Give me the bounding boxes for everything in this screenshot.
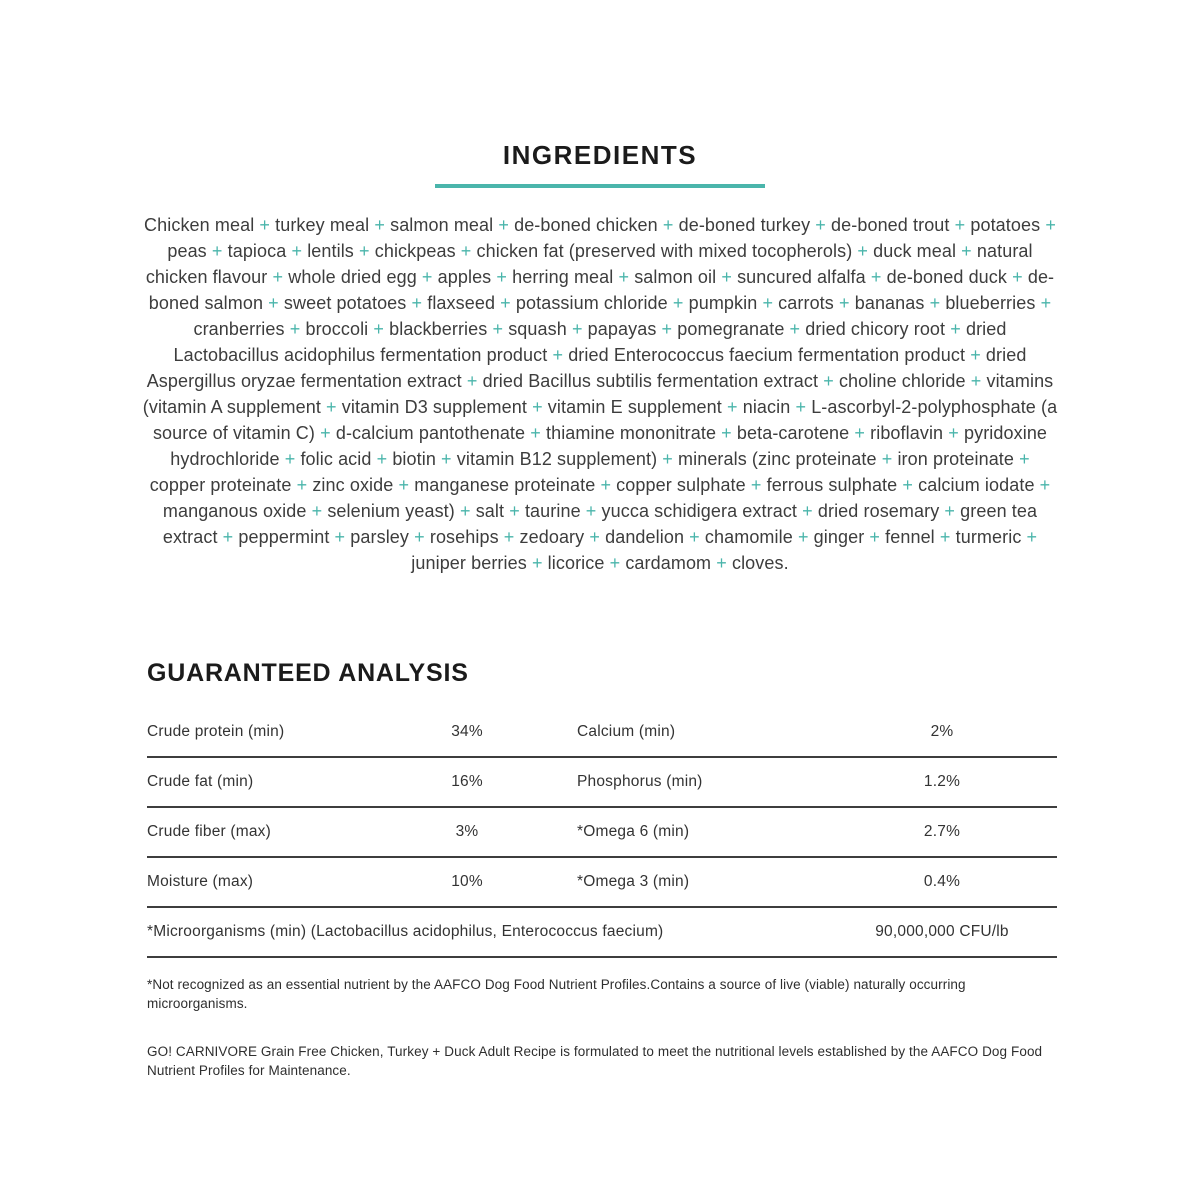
plus-separator: + bbox=[943, 423, 964, 443]
ingredient-item: licorice bbox=[547, 553, 605, 573]
ingredient-item: selenium yeast) bbox=[327, 501, 455, 521]
plus-separator: + bbox=[797, 501, 818, 521]
ingredient-item: salmon oil bbox=[634, 267, 717, 287]
ingredient-item: papayas bbox=[587, 319, 657, 339]
ingredient-item: taurine bbox=[524, 501, 581, 521]
plus-separator: + bbox=[949, 215, 971, 235]
plus-separator: + bbox=[792, 527, 814, 547]
title-underline bbox=[435, 184, 765, 188]
ingredient-item: pomegranate bbox=[677, 319, 785, 339]
plus-separator: + bbox=[852, 241, 874, 261]
ingredient-item: turkey meal bbox=[275, 215, 370, 235]
row-label: *Omega 6 (min) bbox=[577, 823, 690, 840]
plus-separator: + bbox=[495, 293, 516, 313]
ingredient-item: riboflavin bbox=[870, 423, 944, 443]
ingredient-item: manganese proteinate bbox=[414, 475, 596, 495]
plus-separator: + bbox=[1021, 527, 1038, 547]
row-label: Crude fiber (max) bbox=[147, 823, 271, 840]
plus-separator: + bbox=[1035, 293, 1052, 313]
ingredient-item: apples bbox=[437, 267, 492, 287]
footnote-formulation-statement: GO! CARNIVORE Grain Free Chicken, Turkey + Duck Adult Recipe is formulated to meet the nutritional levels established by the AAFCO Dog Food Nutrient Profiles for Maintenance. bbox=[147, 1044, 1043, 1078]
ingredient-item: calcium iodate bbox=[918, 475, 1035, 495]
plus-separator: + bbox=[371, 449, 393, 469]
ingredient-item: green tea extract bbox=[162, 501, 1038, 547]
ingredient-item: iron proteinate bbox=[897, 449, 1015, 469]
row-label: Phosphorus (min) bbox=[577, 773, 703, 790]
ingredient-item: peas bbox=[167, 241, 207, 261]
ingredient-item: vitamin B12 supplement) bbox=[456, 449, 658, 469]
ingredient-item: chamomile bbox=[704, 527, 793, 547]
ingredient-item: manganous oxide bbox=[162, 501, 307, 521]
plus-separator: + bbox=[498, 527, 520, 547]
plus-separator: + bbox=[320, 397, 342, 417]
ingredient-item: squash bbox=[508, 319, 567, 339]
plus-separator: + bbox=[1014, 449, 1030, 469]
plus-separator: + bbox=[897, 475, 919, 495]
plus-separator: + bbox=[369, 215, 391, 235]
plus-separator: + bbox=[409, 527, 430, 547]
ingredient-item: suncured alfalfa bbox=[737, 267, 866, 287]
plus-separator: + bbox=[353, 241, 375, 261]
plus-separator: + bbox=[454, 501, 476, 521]
ingredients-section bbox=[0, 140, 1200, 576]
plus-separator: + bbox=[818, 371, 839, 391]
row-label: Crude protein (min) bbox=[147, 723, 285, 740]
plus-separator: + bbox=[526, 397, 548, 417]
plus-separator: + bbox=[934, 527, 956, 547]
plus-separator: + bbox=[865, 267, 887, 287]
plus-separator: + bbox=[965, 371, 987, 391]
ingredient-item: salt bbox=[475, 501, 505, 521]
row-value: 34% bbox=[451, 723, 483, 740]
ingredient-item: pyridoxine hydrochloride bbox=[170, 423, 1048, 469]
plus-separator: + bbox=[657, 215, 679, 235]
ingredient-item: ferrous sulphate bbox=[766, 475, 898, 495]
plus-separator: + bbox=[613, 267, 635, 287]
ingredient-item: dried Bacillus subtilis fermentation extract bbox=[482, 371, 819, 391]
ingredient-item: niacin bbox=[742, 397, 791, 417]
plus-separator: + bbox=[939, 501, 961, 521]
ingredient-item: de-boned trout bbox=[831, 215, 950, 235]
plus-separator: + bbox=[604, 553, 626, 573]
plus-separator: + bbox=[435, 449, 457, 469]
plus-separator: + bbox=[965, 345, 986, 365]
ingredient-item: thiamine mononitrate bbox=[545, 423, 717, 443]
plus-separator: + bbox=[525, 423, 546, 443]
ingredient-item: sweet potatoes bbox=[283, 293, 407, 313]
ingredient-item: choline chloride bbox=[838, 371, 966, 391]
ingredient-item: chickpeas bbox=[374, 241, 456, 261]
ingredient-item: folic acid bbox=[300, 449, 372, 469]
row-value: 16% bbox=[451, 773, 483, 790]
row-value: 2.7% bbox=[923, 823, 961, 840]
analysis-table bbox=[147, 708, 1057, 958]
row-label: *Omega 3 (min) bbox=[577, 873, 690, 890]
ingredient-item: dried rosemary bbox=[817, 501, 940, 521]
plus-separator: + bbox=[279, 449, 301, 469]
ingredient-item: flaxseed bbox=[427, 293, 496, 313]
ingredients-title: INGREDIENTS bbox=[502, 140, 698, 170]
plus-separator: + bbox=[757, 293, 779, 313]
ingredient-item: natural chicken flavour bbox=[145, 241, 1033, 287]
ingredient-item: tapioca bbox=[227, 241, 287, 261]
ingredient-item: copper sulphate bbox=[616, 475, 746, 495]
ingredient-item: cloves. bbox=[731, 553, 789, 573]
ingredients-list bbox=[141, 212, 1059, 576]
plus-separator: + bbox=[1034, 475, 1051, 495]
plus-separator: + bbox=[306, 501, 328, 521]
ingredient-item: d-calcium pantothenate bbox=[335, 423, 526, 443]
guaranteed-analysis-section bbox=[147, 660, 1057, 1080]
ingredient-item: beta-carotene bbox=[736, 423, 850, 443]
ingredient-item: zedoary bbox=[519, 527, 585, 547]
ingredient-item: L-ascorbyl-2-polyphosphate (a source of vitamin C) bbox=[152, 397, 1058, 443]
plus-separator: + bbox=[315, 423, 336, 443]
plus-separator: + bbox=[491, 267, 513, 287]
ingredient-item: dried Aspergillus oryzae fermentation extract bbox=[146, 345, 1027, 391]
ingredient-item: broccoli bbox=[305, 319, 369, 339]
plus-separator: + bbox=[716, 423, 737, 443]
ingredient-item: blackberries bbox=[389, 319, 488, 339]
table-row bbox=[147, 808, 1057, 858]
ingredient-item: turmeric bbox=[955, 527, 1022, 547]
plus-separator: + bbox=[416, 267, 438, 287]
ingredient-item: de-boned salmon bbox=[148, 267, 1055, 313]
ingredient-item: cranberries bbox=[193, 319, 285, 339]
ingredient-item: cardamom bbox=[625, 553, 712, 573]
ingredient-item: vitamin D3 supplement bbox=[341, 397, 527, 417]
ingredient-item: dandelion bbox=[605, 527, 685, 547]
plus-separator: + bbox=[956, 241, 977, 261]
plus-separator: + bbox=[286, 241, 308, 261]
plus-separator: + bbox=[876, 449, 898, 469]
ingredient-item: vitamin E supplement bbox=[547, 397, 722, 417]
plus-separator: + bbox=[526, 553, 548, 573]
table-row bbox=[147, 858, 1057, 908]
ingredient-item: rosehips bbox=[429, 527, 499, 547]
ingredient-item: zinc oxide bbox=[312, 475, 394, 495]
row-value: 90,000,000 CFU/lb bbox=[875, 923, 1009, 940]
ingredient-item: de-boned duck bbox=[886, 267, 1007, 287]
row-label: Crude fat (min) bbox=[147, 773, 254, 790]
plus-separator: + bbox=[267, 267, 289, 287]
analysis-title: GUARANTEED ANALYSIS bbox=[147, 659, 469, 687]
ingredient-item: ginger bbox=[813, 527, 865, 547]
plus-separator: + bbox=[1007, 267, 1028, 287]
footnote-aafco-nutrient: *Not recognized as an essential nutrient by the AAFCO Dog Food Nutrient Profiles.Contains a source of live (viable) naturally occurring microorganisms. bbox=[147, 977, 966, 1011]
plus-separator: + bbox=[810, 215, 832, 235]
ingredient-item: dried Lactobacillus acidophilus fermentation product bbox=[173, 319, 1007, 365]
ingredient-item: de-boned chicken bbox=[514, 215, 658, 235]
ingredient-item: copper proteinate bbox=[149, 475, 292, 495]
ingredient-item: salmon meal bbox=[390, 215, 494, 235]
plus-separator: + bbox=[504, 501, 525, 521]
plus-separator: + bbox=[406, 293, 428, 313]
plus-separator: + bbox=[849, 423, 871, 443]
ingredient-item: minerals (zinc proteinate bbox=[678, 449, 877, 469]
ingredient-item: yucca schidigera extract bbox=[601, 501, 798, 521]
plus-separator: + bbox=[1040, 215, 1056, 235]
plus-separator: + bbox=[721, 397, 743, 417]
plus-separator: + bbox=[461, 371, 483, 391]
plus-separator: + bbox=[656, 319, 678, 339]
ingredient-item: potassium chloride bbox=[515, 293, 668, 313]
plus-separator: + bbox=[368, 319, 390, 339]
ingredient-item: juniper berries bbox=[411, 553, 527, 573]
row-value: 3% bbox=[455, 823, 479, 840]
plus-separator: + bbox=[667, 293, 689, 313]
ingredient-item: whole dried egg bbox=[288, 267, 417, 287]
ingredient-item: bananas bbox=[854, 293, 925, 313]
ingredient-item: vitamins (vitamin A supplement bbox=[142, 371, 1054, 417]
table-row bbox=[147, 758, 1057, 808]
plus-separator: + bbox=[790, 397, 812, 417]
ingredient-item: biotin bbox=[392, 449, 436, 469]
ingredient-item: carrots bbox=[778, 293, 834, 313]
plus-separator: + bbox=[711, 553, 732, 573]
table-row-microorganisms bbox=[147, 908, 1057, 958]
plus-separator: + bbox=[547, 345, 569, 365]
plus-separator: + bbox=[745, 475, 767, 495]
row-label: *Microorganisms (min) (Lactobacillus acidophilus, Enterococcus faecium) bbox=[147, 923, 664, 940]
ingredient-item: dried chicory root bbox=[805, 319, 946, 339]
plus-separator: + bbox=[945, 319, 966, 339]
plus-separator: + bbox=[924, 293, 946, 313]
plus-separator: + bbox=[566, 319, 588, 339]
ingredient-item: lentils bbox=[307, 241, 354, 261]
plus-separator: + bbox=[329, 527, 351, 547]
ingredient-item: duck meal bbox=[873, 241, 957, 261]
row-label: Calcium (min) bbox=[577, 723, 676, 740]
ingredient-item: parsley bbox=[350, 527, 410, 547]
plus-separator: + bbox=[584, 527, 606, 547]
row-value: 1.2% bbox=[923, 773, 961, 790]
plus-separator: + bbox=[864, 527, 886, 547]
row-label: Moisture (max) bbox=[147, 873, 254, 890]
plus-separator: + bbox=[595, 475, 617, 495]
ingredient-item: dried Enterococcus faecium fermentation product bbox=[568, 345, 966, 365]
plus-separator: + bbox=[784, 319, 806, 339]
table-row bbox=[147, 708, 1057, 758]
ingredient-item: peppermint bbox=[238, 527, 330, 547]
ingredient-item: blueberries bbox=[945, 293, 1036, 313]
plus-separator: + bbox=[657, 449, 679, 469]
plus-separator: + bbox=[833, 293, 855, 313]
plus-separator: + bbox=[206, 241, 228, 261]
plus-separator: + bbox=[393, 475, 415, 495]
plus-separator: + bbox=[455, 241, 477, 261]
row-value: 0.4% bbox=[923, 873, 961, 890]
row-value: 2% bbox=[930, 723, 954, 740]
plus-separator: + bbox=[493, 215, 515, 235]
ingredient-item: fennel bbox=[885, 527, 935, 547]
ingredient-item: chicken fat (preserved with mixed tocopherols) bbox=[476, 241, 853, 261]
plus-separator: + bbox=[580, 501, 602, 521]
plus-separator: + bbox=[217, 527, 239, 547]
plus-separator: + bbox=[284, 319, 306, 339]
ingredient-item: herring meal bbox=[512, 267, 614, 287]
ingredient-item: Chicken meal bbox=[144, 215, 255, 235]
plus-separator: + bbox=[291, 475, 313, 495]
ingredient-item: potatoes bbox=[970, 215, 1041, 235]
plus-separator: + bbox=[684, 527, 705, 547]
plus-separator: + bbox=[263, 293, 284, 313]
ingredient-item: de-boned turkey bbox=[678, 215, 811, 235]
row-value: 10% bbox=[451, 873, 483, 890]
plus-separator: + bbox=[254, 215, 276, 235]
ingredient-item: pumpkin bbox=[688, 293, 758, 313]
plus-separator: + bbox=[716, 267, 738, 287]
plus-separator: + bbox=[487, 319, 509, 339]
